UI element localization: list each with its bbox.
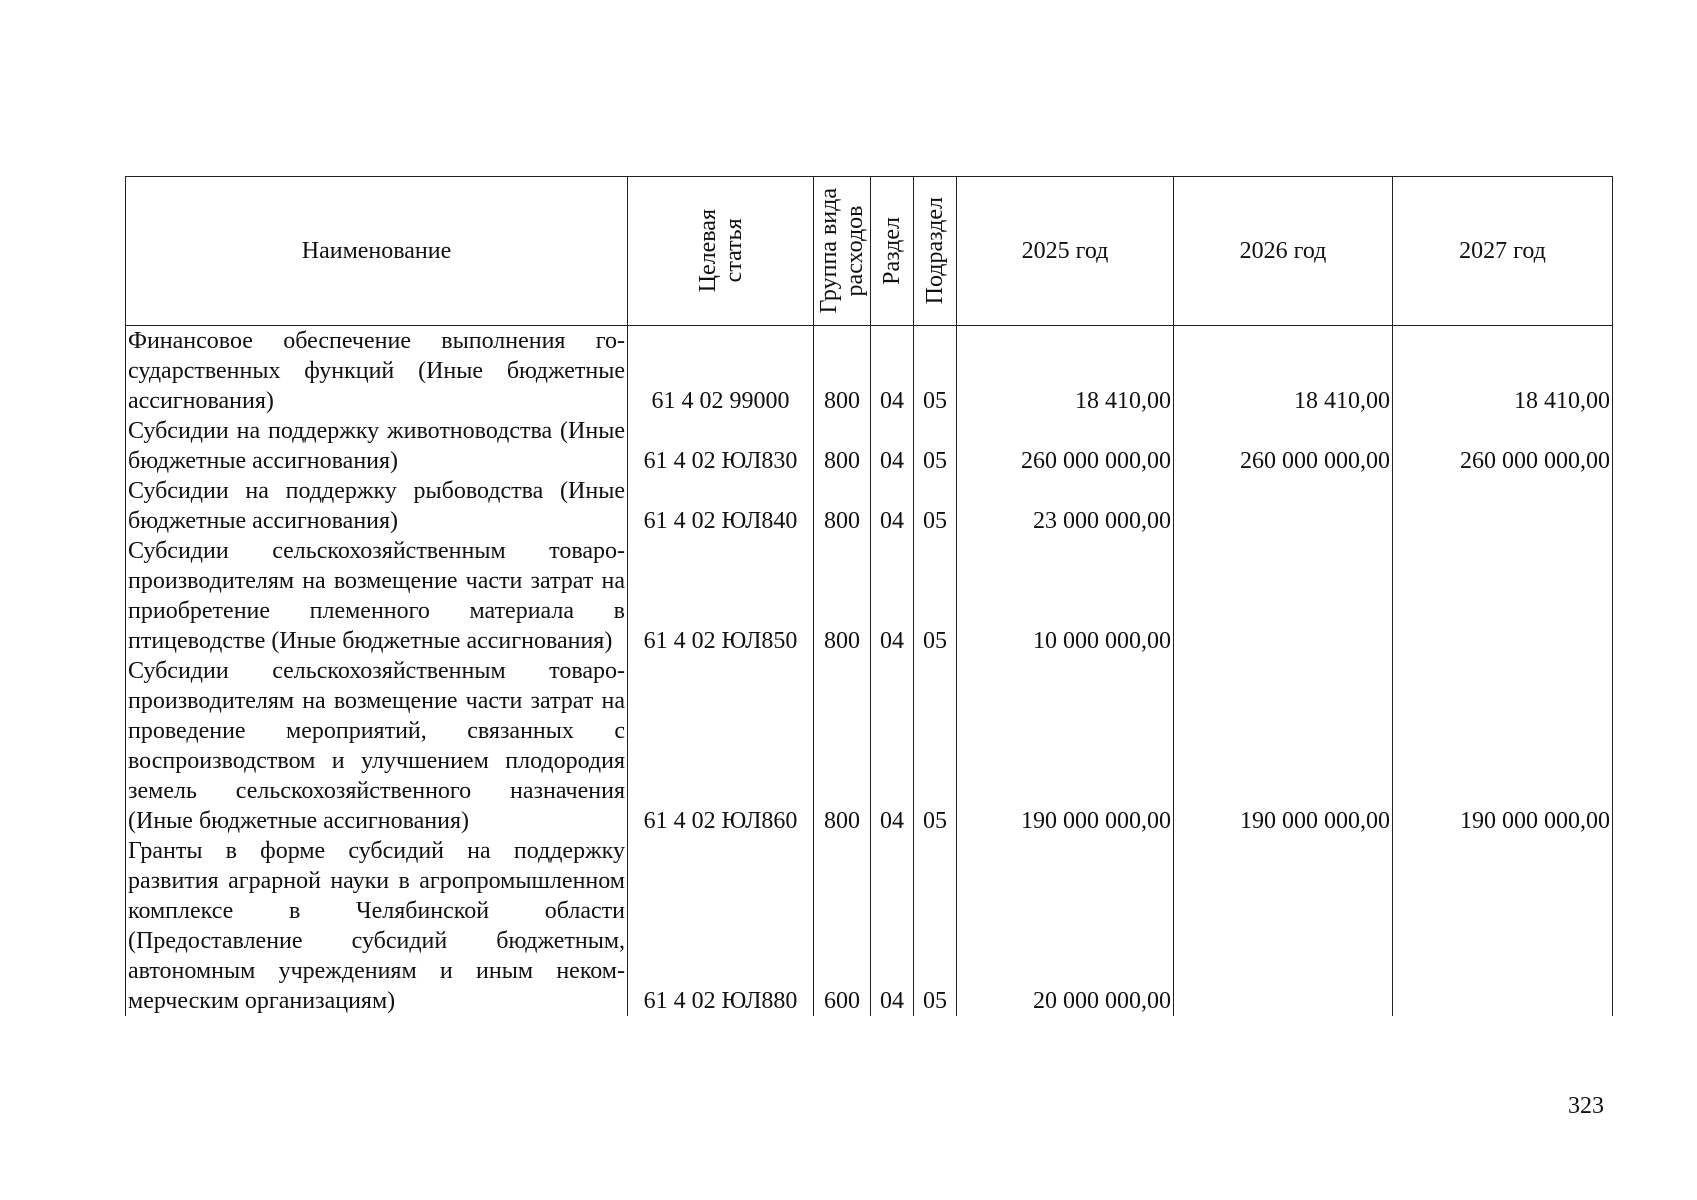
row-target: 61 4 02 ЮЛ880 <box>628 836 814 1016</box>
row-2027: 18 410,00 <box>1393 326 1613 417</box>
row-subsection: 05 <box>914 326 957 417</box>
table-row <box>126 836 1613 1016</box>
row-section: 04 <box>871 416 914 476</box>
header-expense-group: Группа вида расходов <box>814 177 871 326</box>
row-2026: 260 000 000,00 <box>1174 416 1393 476</box>
row-section: 04 <box>871 326 914 417</box>
row-target: 61 4 02 ЮЛ830 <box>628 416 814 476</box>
row-section: 04 <box>871 656 914 836</box>
row-section: 04 <box>871 476 914 536</box>
row-subsection: 05 <box>914 836 957 1016</box>
budget-table <box>125 176 1613 1016</box>
table-row <box>126 326 1613 417</box>
row-2025: 190 000 000,00 <box>957 656 1174 836</box>
row-name: Субсидии сельскохозяйственным товаропроизводителям на возмещение части затрат на приобретение племенного материала в птицеводстве (Иные бюджетные ассигнования) <box>126 536 628 656</box>
row-2026: 18 410,00 <box>1174 326 1393 417</box>
row-2026 <box>1174 536 1393 656</box>
row-section: 04 <box>871 836 914 1016</box>
row-group: 800 <box>814 536 871 656</box>
row-section: 04 <box>871 536 914 656</box>
row-2026 <box>1174 836 1393 1016</box>
row-2027 <box>1393 476 1613 536</box>
header-section: Раздел <box>871 177 914 326</box>
table-row <box>126 656 1613 836</box>
row-name: Субсидии на поддержку животноводства (Иные бюджетные ассигнования) <box>126 416 628 476</box>
row-2025: 18 410,00 <box>957 326 1174 417</box>
row-2025: 23 000 000,00 <box>957 476 1174 536</box>
row-target: 61 4 02 ЮЛ840 <box>628 476 814 536</box>
row-2027: 190 000 000,00 <box>1393 656 1613 836</box>
row-name: Субсидии на поддержку рыбоводства (Иные бюджетные ассигнования) <box>126 476 628 536</box>
row-target: 61 4 02 ЮЛ850 <box>628 536 814 656</box>
row-2025: 10 000 000,00 <box>957 536 1174 656</box>
row-group: 800 <box>814 476 871 536</box>
page-number: 323 <box>1568 1093 1604 1119</box>
row-subsection: 05 <box>914 536 957 656</box>
row-group: 800 <box>814 656 871 836</box>
row-2025: 20 000 000,00 <box>957 836 1174 1016</box>
row-2026 <box>1174 476 1393 536</box>
header-row <box>126 177 1613 326</box>
row-2027 <box>1393 536 1613 656</box>
table-row <box>126 536 1613 656</box>
row-2027: 260 000 000,00 <box>1393 416 1613 476</box>
header-name: Наименование <box>126 177 628 326</box>
row-group: 800 <box>814 326 871 417</box>
row-subsection: 05 <box>914 476 957 536</box>
row-subsection: 05 <box>914 656 957 836</box>
header-2026: 2026 год <box>1174 177 1393 326</box>
row-2026: 190 000 000,00 <box>1174 656 1393 836</box>
row-target: 61 4 02 99000 <box>628 326 814 417</box>
row-name: Гранты в форме субсидий на поддержку развития аграрной науки в агропромышленном комплексе в Челябинской области (Предоставление субсидий бюджетным, автономным учреждениям и иным некоммерческим организациям) <box>126 836 628 1016</box>
row-group: 600 <box>814 836 871 1016</box>
row-name: Субсидии сельскохозяйственным товаропроизводителям на возмещение части затрат на проведение мероприятий, связанных с воспроизводством и улучшением плодородия земель сельскохозяйственного назначения (Иные бюджетные ассигнования) <box>126 656 628 836</box>
row-name: Финансовое обеспечение выполнения государственных функций (Иные бюджетные ассигнования) <box>126 326 628 417</box>
header-2027: 2027 год <box>1393 177 1613 326</box>
header-2025: 2025 год <box>957 177 1174 326</box>
header-subsection: Подраздел <box>914 177 957 326</box>
row-subsection: 05 <box>914 416 957 476</box>
table-row <box>126 476 1613 536</box>
row-group: 800 <box>814 416 871 476</box>
header-target: Целевая статья <box>628 177 814 326</box>
row-2025: 260 000 000,00 <box>957 416 1174 476</box>
table-row <box>126 416 1613 476</box>
row-2027 <box>1393 836 1613 1016</box>
row-target: 61 4 02 ЮЛ860 <box>628 656 814 836</box>
